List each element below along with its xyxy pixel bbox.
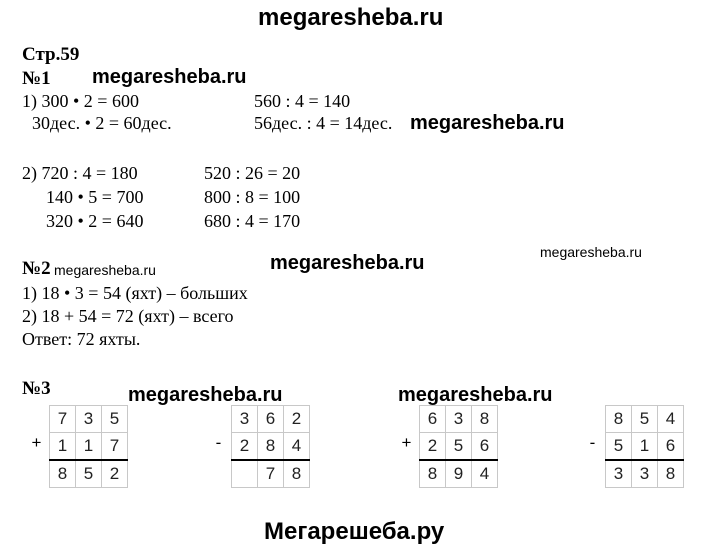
digit-cell: 8 [284, 460, 310, 488]
footer-watermark: Мегарешеба.ру [264, 518, 445, 545]
digit-cell: 5 [446, 433, 472, 461]
digit-cell: 3 [232, 406, 258, 433]
task1-line: 800 : 8 = 100 [204, 187, 301, 207]
digit-cell: 3 [606, 460, 632, 488]
digit-cell [232, 460, 258, 488]
task1-line: 320 • 2 = 640 [46, 211, 144, 231]
task1-line: 30дес. • 2 = 60дес. [32, 113, 172, 133]
column-calc-3 [394, 405, 498, 488]
digit-cell [394, 460, 420, 488]
digit-cell: 6 [258, 406, 284, 433]
task2-header: №2 [22, 258, 51, 279]
column-calc-4 [580, 405, 684, 488]
digit-cell: 9 [446, 460, 472, 488]
task1-line: 140 • 5 = 700 [46, 187, 144, 207]
task1-line: 520 : 26 = 20 [204, 163, 301, 183]
task1-line: 2) 720 : 4 = 180 [22, 163, 138, 183]
watermark-n3-left: megaresheba.ru [128, 384, 283, 406]
task1-line: 560 : 4 = 140 [254, 91, 351, 111]
digit-cell [394, 406, 420, 433]
task1-line: 56дес. : 4 = 14дес. [254, 113, 393, 133]
digit-cell: 4 [472, 460, 498, 488]
digit-cell: 3 [76, 406, 102, 433]
digit-cell: 5 [76, 460, 102, 488]
task2-line: 1) 18 • 3 = 54 (яхт) – больших [22, 283, 248, 303]
digit-cell: 5 [102, 406, 128, 433]
digit-cell: 1 [632, 433, 658, 461]
task1-line: 680 : 4 = 170 [204, 211, 301, 231]
digit-cell: 2 [420, 433, 446, 461]
digit-cell: 2 [102, 460, 128, 488]
digit-cell: 8 [420, 460, 446, 488]
digit-cell: 5 [606, 433, 632, 461]
task1-header: №1 [22, 68, 51, 89]
digit-cell: 7 [50, 406, 76, 433]
digit-cell: 6 [420, 406, 446, 433]
operator-plus: + [24, 433, 50, 461]
digit-cell: 8 [50, 460, 76, 488]
watermark-n2-center: megaresheba.ru [270, 252, 425, 274]
digit-cell [24, 460, 50, 488]
digit-cell: 6 [472, 433, 498, 461]
task2-line: Ответ: 72 яхты. [22, 329, 141, 349]
digit-cell: 1 [50, 433, 76, 461]
digit-cell [206, 460, 232, 488]
digit-cell [580, 406, 606, 433]
digit-cell: 3 [446, 406, 472, 433]
task3-header: №3 [22, 378, 51, 399]
digit-cell: 2 [232, 433, 258, 461]
digit-cell: 7 [258, 460, 284, 488]
digit-cell: 1 [76, 433, 102, 461]
digit-cell: 4 [284, 433, 310, 461]
operator-minus: - [580, 433, 606, 461]
digit-cell: 8 [658, 460, 684, 488]
watermark-n1-right: megaresheba.ru [410, 112, 565, 134]
watermark-n3-right: megaresheba.ru [398, 384, 553, 406]
column-calc-2 [206, 405, 310, 488]
column-calc-1 [24, 405, 128, 488]
digit-cell: 8 [606, 406, 632, 433]
page-label: Стр.59 [22, 44, 80, 65]
watermark-n2-inline: megaresheba.ru [54, 262, 156, 278]
digit-cell: 6 [658, 433, 684, 461]
digit-cell: 8 [258, 433, 284, 461]
digit-cell: 2 [284, 406, 310, 433]
task2-line: 2) 18 + 54 = 72 (яхт) – всего [22, 306, 234, 326]
digit-cell [580, 460, 606, 488]
digit-cell: 4 [658, 406, 684, 433]
digit-cell: 5 [632, 406, 658, 433]
digit-cell: 8 [472, 406, 498, 433]
watermark-top: megaresheba.ru [258, 4, 444, 31]
digit-cell [24, 406, 50, 433]
watermark-small-right: megaresheba.ru [540, 244, 642, 260]
operator-minus: - [206, 433, 232, 461]
digit-cell: 7 [102, 433, 128, 461]
digit-cell [206, 406, 232, 433]
digit-cell: 3 [632, 460, 658, 488]
task1-line: 1) 300 • 2 = 600 [22, 91, 139, 111]
watermark-n1: megaresheba.ru [92, 66, 247, 88]
operator-plus: + [394, 433, 420, 461]
